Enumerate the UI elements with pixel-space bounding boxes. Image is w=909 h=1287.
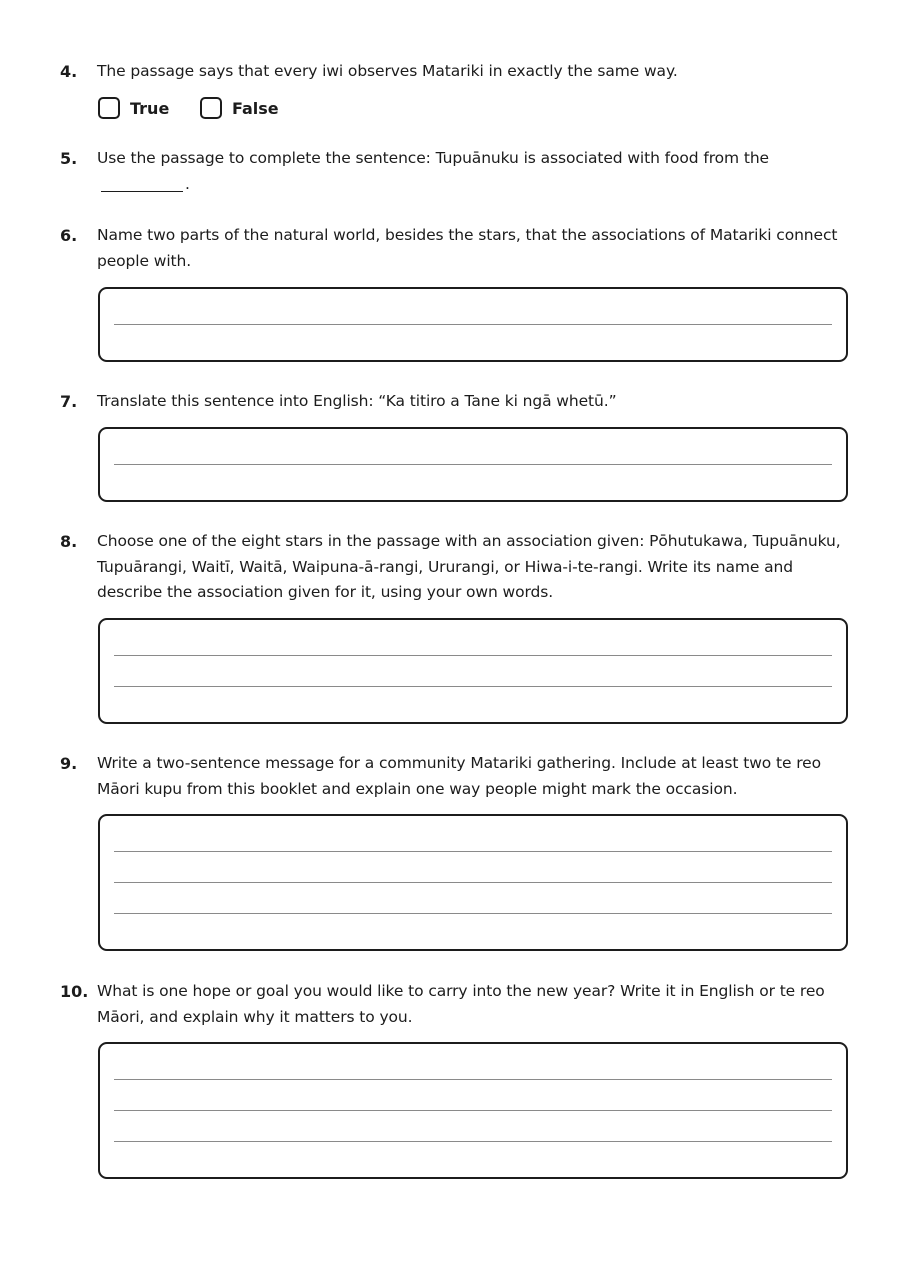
true-checkbox[interactable]: [98, 97, 120, 119]
writing-line: [114, 851, 832, 852]
question-text: Translate this sentence into English: “Ka titiro a Tane ki ngā whetū.”: [97, 392, 617, 410]
answer-box-6[interactable]: [98, 287, 848, 362]
answer-box-8[interactable]: [98, 618, 848, 724]
question-number: 4.: [60, 62, 78, 81]
writing-line: [114, 1110, 832, 1111]
answer-box-7[interactable]: [98, 427, 848, 502]
writing-line: [114, 1141, 832, 1142]
writing-line: [114, 324, 832, 325]
false-label: False: [232, 98, 279, 118]
blank-period: .: [185, 175, 190, 193]
question-number: 7.: [60, 392, 78, 411]
question-number: 10.: [60, 982, 89, 1001]
question-text: What is one hope or goal you would like to carry into the new year? Write it in English or te reo Māori, and explain why it matters to you.: [97, 982, 825, 1026]
writing-line: [114, 686, 832, 687]
writing-line: [114, 655, 832, 656]
fill-in-blank[interactable]: [101, 191, 183, 192]
true-option[interactable]: [98, 95, 169, 121]
question-number: 6.: [60, 226, 78, 245]
writing-line: [114, 913, 832, 914]
answer-box-9[interactable]: [98, 814, 848, 951]
writing-line: [114, 882, 832, 883]
question-text: Name two parts of the natural world, besides the stars, that the associations of Matariki connect people with.: [97, 226, 838, 270]
question-text: The passage says that every iwi observes Matariki in exactly the same way.: [97, 62, 678, 80]
false-checkbox[interactable]: [200, 97, 222, 119]
answer-box-10[interactable]: [98, 1042, 848, 1179]
question-number: 8.: [60, 532, 78, 551]
true-label: True: [130, 98, 170, 118]
false-option[interactable]: [200, 95, 279, 121]
writing-line: [114, 1079, 832, 1080]
question-number: 5.: [60, 149, 78, 168]
writing-line: [114, 464, 832, 465]
question-number: 9.: [60, 754, 78, 773]
question-text: Choose one of the eight stars in the passage with an association given: Pōhutukawa, Tupuānuku, Tupuārangi, Waitī, Waitā, Waipuna-ā-rangi, Ururangi, or Hiwa-i-te-rangi. Write its name and describe the association given for it, using your own words.: [97, 532, 841, 601]
question-text: Use the passage to complete the sentence: Tupuānuku is associated with food from the: [97, 149, 769, 167]
question-text: Write a two-sentence message for a community Matariki gathering. Include at least two te reo Māori kupu from this booklet and explain one way people might mark the occasion.: [97, 754, 821, 798]
